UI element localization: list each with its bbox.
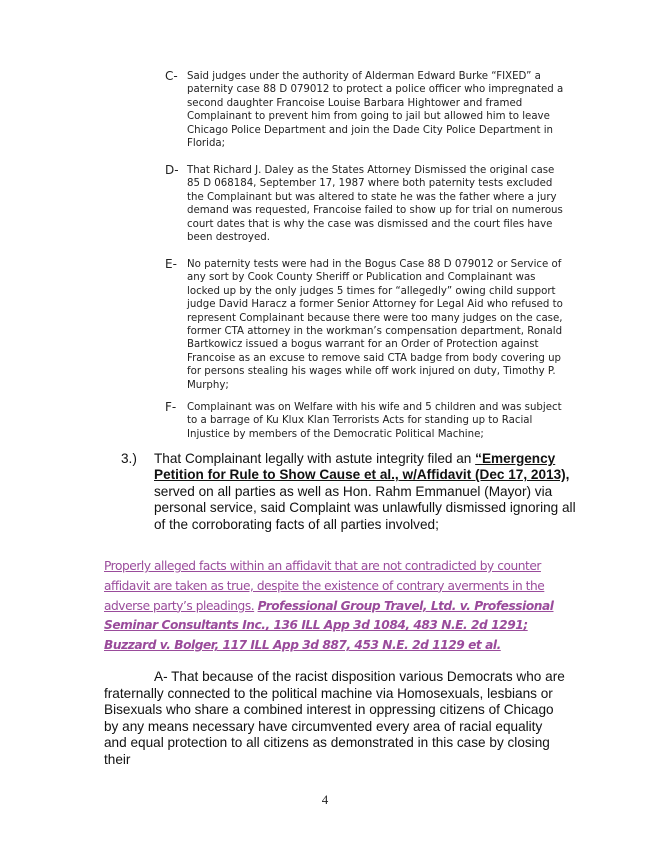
item-text: No paternity tests were had in the Bogus Case 88 D 079012 or Service of any sort by Cook County Sheriff or Publication and Complainant was locked up by the only judges 5 times for “allegedly” owing child support judge David Haracz a former Senior Attorney for Legal Aid who refused to represent Complainant because there were too many judges on the case, former CTA attorney in the workman’s compensation department, Ronald Bartkowicz issued a bogus warrant for an Order of Protection against Francoise as an excuse to remove said CTA badge from body covering up for persons stealing his wages while off work injured on duty, Timothy P. Murphy; — [187, 259, 563, 391]
item-letter: C- — [165, 69, 178, 83]
petition-title: “Emergency Petition for Rule to Show Cause et al., w/Affidavit (Dec 17, 2013), — [154, 451, 570, 483]
item-text: That Richard J. Daley as the States Attorney Dismissed the original case 85 D 068184, September 17, 1987 where both paternity tests excluded the Complainant but was altered to state he was the father where a jury demand was requested, Francoise failed to show up for trial on numerous court dates that is why the case was dismissed and the court files have been destroyed. — [187, 165, 563, 244]
legal-principle: Properly alleged facts within an affidavit that are not contradicted by counter affidavit are taken as true, despite the existence of contrary averments in the adverse party’s pleadings. — [104, 559, 545, 613]
paragraph-text-end: served on all parties as well as Hon. Rahm Emmanuel (Mayor) via personal service, said Complaint was unlawfully dismissed ignoring all of the corroborating facts of all parties involved; — [154, 483, 576, 532]
case-citation: Professional Group Travel, Ltd. v. Professional Seminar Consultants Inc., 136 ILL App 3d 1084, 483 N.E. 2d 1291; Buzzard v. Bolger, 117 ILL App 3d 887, 453 N.E. 2d 1129 et al. — [104, 598, 554, 653]
paragraph-a — [104, 669, 566, 769]
item-letter: F- — [165, 400, 177, 414]
item-text: Complainant was on Welfare with his wife and 5 children and was subject to a barrage of Ku Klux Klan Terrorists Acts for standing up to Racial Injustice by members of the Democratic Political Machine; — [187, 402, 562, 440]
item-letter: E- — [165, 257, 177, 271]
paragraph-text — [154, 451, 581, 533]
paragraph-a-text: A- That because of the racist disposition various Democrats who are fraternally connected to the political machine via Homosexuals, lesbians or Bisexuals who share a combined interest in oppressing citizens of Chicago by any means necessary have circumvented every area of racial equality and equal protection to all citizens as demonstrated in this case by closing their — [104, 669, 565, 767]
legal-annotation — [104, 557, 566, 656]
paragraph-text-start: That Complainant legally with astute integrity filed an — [154, 451, 476, 466]
page-number: 4 — [321, 792, 329, 807]
item-text: Said judges under the authority of Alderman Edward Burke “FIXED” a paternity case 88 D 079012 to protect a police officer who impregnated a second daughter Francoise Louise Barbara Hightower and framed Complainant to prevent him from going to jail but allowed him to leave Chicago Police Department and join the Dade City Police Department in Florida; — [187, 71, 564, 150]
paragraph-number: 3.) — [121, 451, 137, 466]
item-letter: D- — [165, 163, 179, 177]
